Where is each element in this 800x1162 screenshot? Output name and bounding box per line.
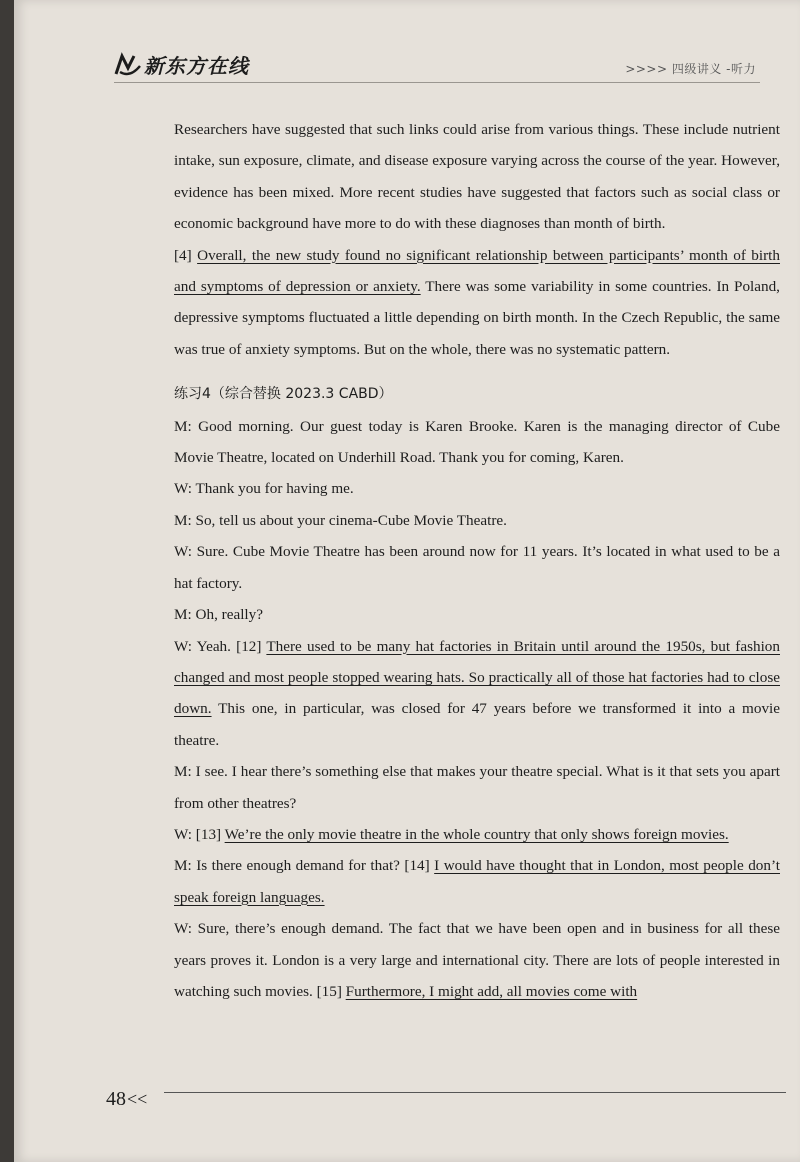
- paragraph: [174, 819, 780, 850]
- text-run: W: [13]: [174, 825, 225, 843]
- underlined-text: I would have thought that in London, most people don’t speak foreign languages.: [174, 857, 780, 906]
- text-run: W: Thank you for having me.: [174, 480, 354, 498]
- paragraph: [174, 631, 780, 757]
- underlined-text: Overall, the new study found no significant relationship between participants’ month of birth and symptoms of depression or anxiety.: [174, 246, 780, 296]
- paragraph: [174, 599, 780, 630]
- paragraph: [174, 913, 780, 1007]
- text-run: W: Sure, there’s enough demand. The fact that we have been open and in business for all these years proves it. London is a very large and international city. There are lots of people interested in watching such movies. [15]: [174, 920, 780, 1000]
- paragraph: [174, 756, 780, 819]
- underlined-text: Furthermore, I might add, all movies come with: [345, 982, 638, 1000]
- logo-mark-icon: [114, 52, 142, 78]
- text-run: M: Good morning. Our guest today is Karen Brooke. Karen is the managing director of Cube Movie Theatre, located on Underhill Road. Thank you for coming, Karen.: [174, 417, 780, 467]
- text-run: This one, in particular, was closed for 47 years before we transformed it into a movie theatre.: [174, 700, 780, 749]
- paragraph: [174, 473, 780, 504]
- text-run: M: Is there enough demand for that? [14]: [174, 857, 435, 875]
- paragraph: [174, 240, 780, 366]
- page-footer: [106, 1088, 147, 1111]
- page-number: 48: [106, 1088, 126, 1110]
- text-run: 练习4（综合替换 2023.3 CABD）: [174, 386, 393, 403]
- paragraph: [174, 411, 780, 474]
- text-run: W: Sure. Cube Movie Theatre has been around now for 11 years. It’s located in what used to be a hat factory.: [174, 543, 780, 592]
- text-run: Researchers have suggested that such links could arise from various things. These include nutrient intake, sun exposure, climate, and disease exposure varying across the course of the year. However, evidence has been mixed. More recent studies have suggested that factors such as social class or economic background have more to do with these diagnoses than month of birth.: [174, 121, 780, 233]
- paragraph: [174, 505, 780, 536]
- transcript-text: [174, 114, 780, 1007]
- paragraph: [174, 114, 780, 240]
- text-run: W: Yeah. [12]: [174, 637, 267, 655]
- text-run: There was some variability in some countries. In Poland, depressive symptoms fluctuated a little depending on birth month. In the Czech Republic, the same was true of anxiety symptoms. But on the whole, there was no systematic pattern.: [174, 278, 780, 358]
- section-label: >>>> 四级讲义 -听力: [625, 62, 756, 76]
- text-run: M: Oh, really?: [174, 606, 263, 624]
- page-header: [114, 44, 760, 84]
- text-run: [4]: [174, 246, 198, 264]
- document-page: [14, 0, 800, 1162]
- logo-text: 新东方在线: [144, 54, 249, 78]
- footer-divider: [164, 1092, 786, 1093]
- underlined-text: There used to be many hat factories in Britain until around the 1950s, but fashion changed and most people stopped wearing hats. So practically all of those hat factories had to close down.: [174, 637, 780, 718]
- header-divider: [114, 82, 760, 83]
- underlined-text: We’re the only movie theatre in the whole country that only shows foreign movies.: [224, 825, 729, 843]
- footer-arrows: <<: [127, 1089, 148, 1109]
- text-run: M: So, tell us about your cinema-Cube Movie Theatre.: [174, 511, 507, 529]
- paragraph: [174, 536, 780, 599]
- paragraph: [174, 850, 780, 913]
- logo: [114, 50, 249, 79]
- text-run: M: I see. I hear there’s something else that makes your theatre special. What is it that sets you apart from other theatres?: [174, 763, 780, 812]
- section-title: [174, 379, 780, 410]
